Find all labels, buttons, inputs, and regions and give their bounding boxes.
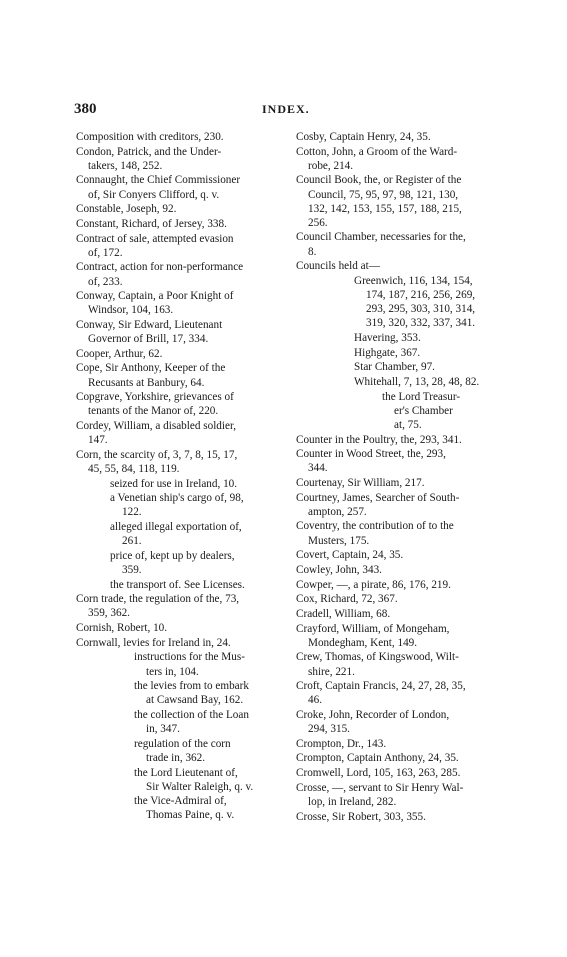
index-entry (296, 578, 502, 592)
index-entry (76, 636, 281, 650)
index-entry (76, 491, 281, 519)
index-entry (296, 708, 502, 736)
index-entry-line: Cowper, —, a pirate, 86, 176, 219. (296, 578, 451, 591)
index-entry (296, 650, 502, 678)
index-entry (296, 622, 502, 650)
index-entry-line: Constable, Joseph, 92. (76, 203, 177, 216)
index-entry (296, 751, 502, 765)
index-entry-line: Crosse, Sir Robert, 303, 355. (296, 810, 426, 823)
index-entry-line: 293, 295, 303, 310, 314, (366, 303, 476, 316)
index-entry-line: trade in, 362. (146, 751, 206, 764)
index-entry (76, 145, 281, 173)
index-entry-line: er's Chamber (394, 404, 453, 417)
index-entry (76, 708, 281, 736)
index-entry-line: Windsor, 104, 163. (88, 304, 174, 317)
index-entry-line: 45, 55, 84, 118, 119. (88, 462, 180, 475)
index-entry-line: Cromwell, Lord, 105, 163, 263, 285. (296, 767, 461, 780)
index-entry-line: Cooper, Arthur, 62. (76, 347, 163, 360)
index-entry-line: the collection of the Loan (134, 709, 249, 721)
index-entry-line: of, 172. (88, 246, 123, 259)
index-entry-line: 8. (308, 245, 317, 258)
index-entry-line: 359. (122, 563, 142, 576)
index-entry-line: robe, 214. (308, 159, 354, 172)
index-entry-line: Cordey, William, a disabled soldier, (76, 420, 237, 432)
index-entry-line: 319, 320, 332, 337, 341. (366, 317, 476, 330)
index-entry (76, 679, 281, 707)
index-entry-line: 261. (122, 535, 142, 548)
index-entry-line: the Lord Treasur- (382, 390, 461, 403)
index-entry-line: 359, 362. (88, 607, 130, 620)
index-entry-line: 344. (308, 462, 328, 475)
index-entry-line: regulation of the corn (134, 737, 231, 750)
index-entry-line: Covert, Captain, 24, 35. (296, 549, 404, 562)
index-entry (296, 679, 502, 707)
index-entry (76, 794, 281, 822)
index-entry (76, 232, 281, 260)
index-entry-line: ampton, 257. (308, 505, 367, 518)
index-entry-line: Connaught, the Chief Commissioner (76, 174, 241, 187)
index-entry (296, 810, 502, 824)
index-entry-line: Crew, Thomas, of Kingswood, Wilt- (296, 651, 459, 664)
index-entry-line: Courtney, James, Searcher of South- (296, 491, 460, 504)
index-entry-line: in, 347. (146, 723, 180, 736)
index-entry (76, 202, 281, 216)
index-entry (296, 346, 502, 360)
index-entry (76, 347, 281, 361)
index-entry-line: 174, 187, 216, 256, 269, (366, 289, 476, 301)
index-entry-line: Cradell, William, 68. (296, 607, 391, 620)
index-entry-line: Cosby, Captain Henry, 24, 35. (296, 131, 431, 143)
index-entry (76, 737, 281, 765)
index-entry (296, 476, 502, 490)
index-entry (76, 260, 281, 288)
index-entry-line: Composition with creditors, 230. (76, 131, 224, 143)
index-entry (76, 448, 281, 476)
index-entry-line: Croke, John, Recorder of London, (296, 709, 450, 721)
index-entry-line: Musters, 175. (308, 534, 370, 547)
index-entry-line: Courtenay, Sir William, 217. (296, 476, 425, 489)
index-entry-line: shire, 221. (308, 665, 355, 678)
index-entry (76, 621, 281, 635)
index-entry (296, 447, 502, 475)
index-entry-line: 147. (88, 434, 108, 447)
index-entry (76, 549, 281, 577)
index-entry (76, 650, 281, 678)
index-entry (296, 230, 502, 258)
index-entry-line: Mondegham, Kent, 149. (308, 636, 418, 649)
index-entry-line: Council, 75, 95, 97, 98, 121, 130, (308, 188, 459, 201)
index-entry-line: 46. (308, 694, 322, 707)
index-entry (296, 607, 502, 621)
index-entry-line: seized for use in Ireland, 10. (110, 477, 238, 490)
index-entry-line: Recusants at Banbury, 64. (88, 376, 205, 389)
index-entry-line: the Lord Lieutenant of, (134, 766, 238, 779)
index-entry-line: Contract, action for non-performance (76, 261, 244, 274)
index-entry-line: Star Chamber, 97. (354, 361, 435, 374)
index-entry (76, 766, 281, 794)
index-entry (296, 375, 502, 389)
index-entry-line: Whitehall, 7, 13, 28, 48, 82. (354, 375, 480, 388)
index-entry (76, 361, 281, 389)
index-entry-line: Corn, the scarcity of, 3, 7, 8, 15, 17, (76, 448, 238, 461)
index-entry-line: 122. (122, 506, 142, 519)
index-entry (76, 520, 281, 548)
index-entry-line: tenants of the Manor of, 220. (88, 405, 219, 418)
index-entry (296, 130, 502, 144)
index-entry (296, 766, 502, 780)
index-entry-line: Copgrave, Yorkshire, grievances of (76, 391, 234, 404)
index-entry (296, 781, 502, 809)
index-entry (296, 563, 502, 577)
index-entry-line: Conway, Captain, a Poor Knight of (76, 290, 234, 303)
index-entry-line: Counter in Wood Street, the, 293, (296, 448, 446, 461)
index-entry (296, 491, 502, 519)
index-entry-line: Havering, 353. (354, 331, 421, 344)
index-entry-line: Council Book, the, or Register of the (296, 174, 462, 187)
running-head: INDEX. (262, 102, 310, 116)
index-entry (76, 390, 281, 418)
index-entry-line: Condon, Patrick, and the Under- (76, 145, 222, 158)
index-entry-line: Constant, Richard, of Jersey, 338. (76, 217, 227, 230)
index-entry-line: 132, 142, 153, 155, 157, 188, 215, (308, 202, 462, 215)
index-entry-line: Croft, Captain Francis, 24, 27, 28, 35, (296, 680, 466, 693)
index-entry (76, 419, 281, 447)
index-entry (76, 217, 281, 231)
index-entry-line: Cope, Sir Anthony, Keeper of the (76, 362, 226, 375)
index-entry-line: Council Chamber, necessaries for the, (296, 231, 466, 244)
index-entry-line: Cox, Richard, 72, 367. (296, 593, 398, 606)
index-entry-line: at Cawsand Bay, 162. (146, 694, 244, 707)
index-entry-line: lop, in Ireland, 282. (308, 795, 397, 808)
index-entry-line: a Venetian ship's cargo of, 98, (110, 492, 244, 505)
index-entry-line: at, 75. (394, 418, 422, 431)
page-number: 380 (74, 101, 97, 117)
index-entry-line: Governor of Brill, 17, 334. (88, 333, 209, 346)
index-entry (76, 318, 281, 346)
index-entry (296, 360, 502, 374)
index-entry-line: the levies from to embark (134, 680, 249, 693)
index-entry-line: Cornish, Robert, 10. (76, 622, 168, 635)
index-entry (76, 578, 281, 592)
index-column-right (296, 130, 502, 824)
index-entry (296, 390, 502, 432)
index-entry-line: 256. (308, 216, 328, 229)
index-entry (76, 289, 281, 317)
index-entry-line: Coventry, the contribution of to the (296, 520, 454, 533)
index-entry-line: 294, 315. (308, 723, 350, 736)
index-entry-line: the transport of. See Licenses. (110, 578, 245, 591)
index-entry (296, 145, 502, 173)
index-entry (296, 331, 502, 345)
index-entry-line: price of, kept up by dealers, (110, 549, 235, 562)
index-entry (296, 274, 502, 330)
index-entry-line: Crayford, William, of Mongeham, (296, 622, 450, 635)
index-entry-line: Cornwall, levies for Ireland in, 24. (76, 636, 231, 649)
index-entry (76, 477, 281, 491)
index-entry-line: Corn trade, the regulation of the, 73, (76, 593, 240, 606)
index-entry-line: Contract of sale, attempted evasion (76, 232, 234, 245)
index-entry-line: alleged illegal exportation of, (110, 521, 242, 534)
index-entry-line: Counter in the Poultry, the, 293, 341. (296, 433, 462, 446)
index-entry-line: Thomas Paine, q. v. (146, 809, 235, 822)
index-entry-line: Conway, Sir Edward, Lieutenant (76, 318, 223, 331)
index-entry (76, 130, 281, 144)
index-entry (296, 433, 502, 447)
index-entry-line: ters in, 104. (146, 665, 199, 678)
index-entry-line: Cowley, John, 343. (296, 563, 382, 576)
index-entry-line: takers, 148, 252. (88, 159, 163, 172)
index-entry-line: instructions for the Mus- (134, 651, 245, 664)
index-entry-line: Sir Walter Raleigh, q. v. (146, 780, 254, 793)
index-entry-line: Crompton, Captain Anthony, 24, 35. (296, 752, 459, 765)
index-entry (296, 519, 502, 547)
index-entry-line: of, 233. (88, 275, 123, 288)
index-entry (296, 259, 502, 273)
index-entry (296, 592, 502, 606)
index-entry-line: the Vice-Admiral of, (134, 795, 227, 808)
index-entry (296, 173, 502, 229)
index-entry (296, 737, 502, 751)
index-entry (296, 548, 502, 562)
index-entry-line: Greenwich, 116, 134, 154, (354, 274, 473, 287)
index-entry-line: Councils held at— (296, 260, 380, 273)
index-entry-line: Crosse, —, servant to Sir Henry Wal- (296, 781, 464, 794)
index-entry (76, 173, 281, 201)
index-column-left (76, 130, 281, 823)
index-entry-line: Crompton, Dr., 143. (296, 737, 387, 750)
index-entry (76, 592, 281, 620)
index-entry-line: of, Sir Conyers Clifford, q. v. (88, 188, 220, 201)
index-entry-line: Cotton, John, a Groom of the Ward- (296, 145, 458, 158)
index-entry-line: Highgate, 367. (354, 346, 421, 359)
